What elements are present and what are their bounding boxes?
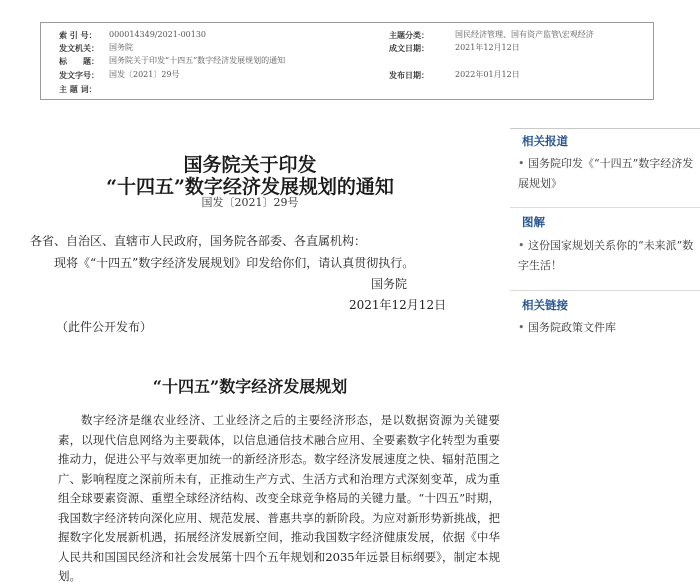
sidebar-separator	[510, 207, 700, 208]
article-title-line-2: “十四五”数字经济发展规划的通知	[106, 176, 394, 198]
signature: 国务院	[371, 277, 408, 291]
index-value: 000014349/2021-00130	[109, 30, 207, 39]
category-value: 国民经济管理、国有资产监管\宏观经济	[455, 30, 594, 39]
meta-row-docno	[41, 68, 653, 82]
illustration-link-text: 这份国家规划关系你的“未来派”数字生活！	[518, 239, 694, 272]
plan-title: “十四五”数字经济发展规划	[152, 377, 348, 396]
related-reports-heading: 相关报道	[522, 134, 568, 148]
sidebar-divider	[510, 128, 700, 129]
title-value: 国务院关于印发“十四五”数字经济发展规划的通知	[109, 56, 286, 65]
bullet-icon: •	[518, 239, 525, 252]
meta-row-title	[41, 54, 653, 68]
policy-library-link[interactable]	[518, 318, 696, 338]
document-metadata-box	[40, 22, 654, 100]
related-report-link[interactable]	[518, 154, 696, 194]
article-doc-number: 国发〔2021〕29号	[201, 196, 299, 209]
sidebar-separator	[510, 290, 700, 291]
created-date-value: 2021年12月12日	[455, 43, 520, 52]
illustration-heading: 图解	[522, 215, 545, 229]
published-date-label: 发布日期：	[389, 70, 429, 80]
plan-intro-paragraph: 数字经济是继农业经济、工业经济之后的主要经济形态，是以数据资源为关键要素，以现代信息网络为主要载体，以信息通信技术融合应用、全要素数字化转型为重要推动力，促进公平与效率更加统一的新经济形态。数字经济发展速度之快、辐射范围之广、影响程度之深前所未有，正推动生产方式、生活方式和治理方式深刻变革，成为重组全球要素资源、重塑全球经济结构、改变全球竞争格局的关键力量。“十四五”时期，我国数字经济转向深化应用、规范发展、普惠共享的新阶段。为应对新形势新挑战，把握数字化发展新机遇，拓展经济发展新空间，推动我国数字经济健康发展，依据《中华人民共和国国民经济和社会发展第十四个五年规划和2035年远景目标纲要》，制定本规划。	[58, 413, 500, 583]
index-label: 索 引 号：	[59, 30, 97, 40]
illustration-link[interactable]	[518, 236, 696, 276]
doc-number-label: 发文字号：	[59, 70, 99, 80]
issuer-label: 发文机关：	[59, 43, 99, 53]
keywords-label: 主 题 词：	[59, 84, 97, 94]
meta-row-keywords	[41, 82, 653, 96]
policy-library-link-text: 国务院政策文件库	[528, 321, 616, 334]
meta-row-index	[41, 28, 653, 42]
bullet-icon: •	[518, 321, 525, 334]
meta-row-issuer	[41, 41, 653, 55]
publication-note: （此件公开发布）	[56, 320, 153, 334]
doc-number-value: 国发〔2021〕29号	[109, 70, 180, 79]
title-label: 标 题：	[59, 56, 99, 66]
notice-body: 现将《“十四五”数字经济发展规划》印发给你们，请认真贯彻执行。	[54, 256, 415, 270]
category-label: 主题分类：	[389, 30, 429, 40]
article-title-line-1: 国务院关于印发	[183, 154, 317, 176]
issue-date: 2021年12月12日	[349, 298, 447, 312]
related-report-link-text: 国务院印发《“十四五”数字经济发展规划》	[518, 157, 694, 190]
published-date-value: 2022年01月12日	[455, 70, 520, 79]
bullet-icon: •	[518, 157, 525, 170]
related-links-heading: 相关链接	[522, 298, 568, 312]
created-date-label: 成文日期：	[389, 43, 429, 53]
salutation: 各省、自治区、直辖市人民政府，国务院各部委、各直属机构：	[30, 234, 367, 248]
issuer-value: 国务院	[109, 43, 133, 52]
